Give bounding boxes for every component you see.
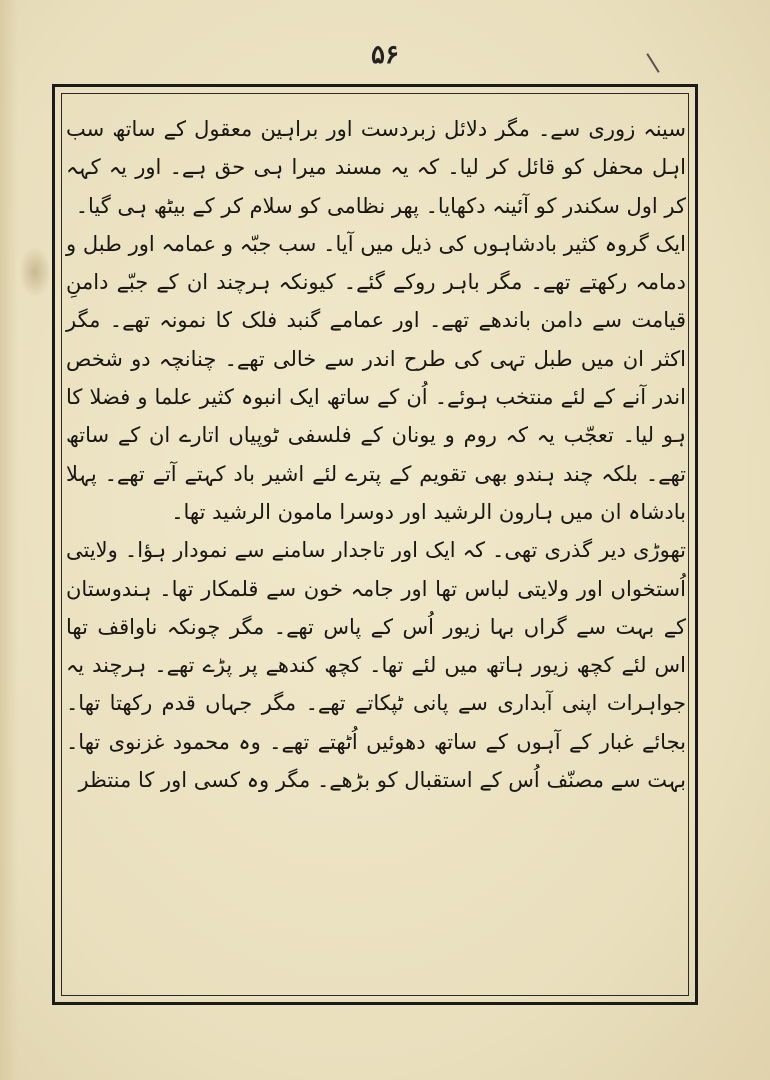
paper-stain <box>20 248 50 296</box>
paragraph-2: ایک گروہ کثیر بادشاہوں کی ذیل میں آیا۔ سب جبّہ و عمامہ اور طبل و دمامہ رکھتے تھے۔ مگر باہر روکے گئے۔ کیونکہ ہرچند ان کے جبّے دامنِ قیامت سے دامن باندھے تھے۔ اور عمامے گنبد فلک کا نمونہ تھے۔ مگر اکثر ان میں طبل تہی کی طرح اندر سے خالی تھے۔ چنانچہ دو شخص اندر آنے کے لئے منتخب ہوئے۔ اُن کے ساتھ ایک انبوہ کثیر علما و فضلا کا ہو لیا۔ تعجّب یہ کہ روم و یونان کے فلسفی ٹوپیاں اتارے ان کے ساتھ تھے۔ بلکہ چند ہندو بھی تقویم کے پترے لئے اشیر باد کہتے آتے تھے۔ پہلا بادشاہ ان میں ہارون الرشید اور دوسرا مامون الرشید تھا۔ <box>66 231 686 524</box>
paragraph-3: تھوڑی دیر گذری تھی۔ کہ ایک اور تاجدار سامنے سے نمودار ہؤا۔ ولایتی اُستخواں اور ولایتی لباس تھا اور جامہ خون سے قلمکار تھا۔ ہندوستان کے بہت سے گراں بہا زیور اُس کے پاس تھے۔ مگر چونکہ ناواقف تھا اس لئے کچھ زیور ہاتھ میں لئے تھا۔ کچھ کندھے پر پڑے تھے۔ ہرچند یہ جواہرات اپنی آبداری سے پانی ٹپکاتے تھے۔ مگر جہاں قدم رکھتا تھا۔ بجائے غبار کے آہوں کے ساتھ دھوئیں اُٹھتے تھے۔ وہ محمود غزنوی تھا۔ بہت سے مصنّف اُس کے استقبال کو بڑھے۔ مگر وہ کسی اور کا منتظر <box>66 538 686 793</box>
page-binding-shadow <box>0 0 18 1080</box>
page-body-text <box>66 110 686 985</box>
page-number: ۵۶ <box>371 40 399 70</box>
paragraph-1: سینہ زوری سے۔ مگر دلائل زبردست اور براہین معقول کے ساتھ سب اہل محفل کو قائل کر لیا۔ کہ یہ مسند میرا ہی حق ہے۔ اور یہ کہہ کر اول سکندر کو آئینہ دکھایا۔ پھر نظامی کو سلام کر کے بیٹھ ہی گیا۔ <box>66 117 686 218</box>
